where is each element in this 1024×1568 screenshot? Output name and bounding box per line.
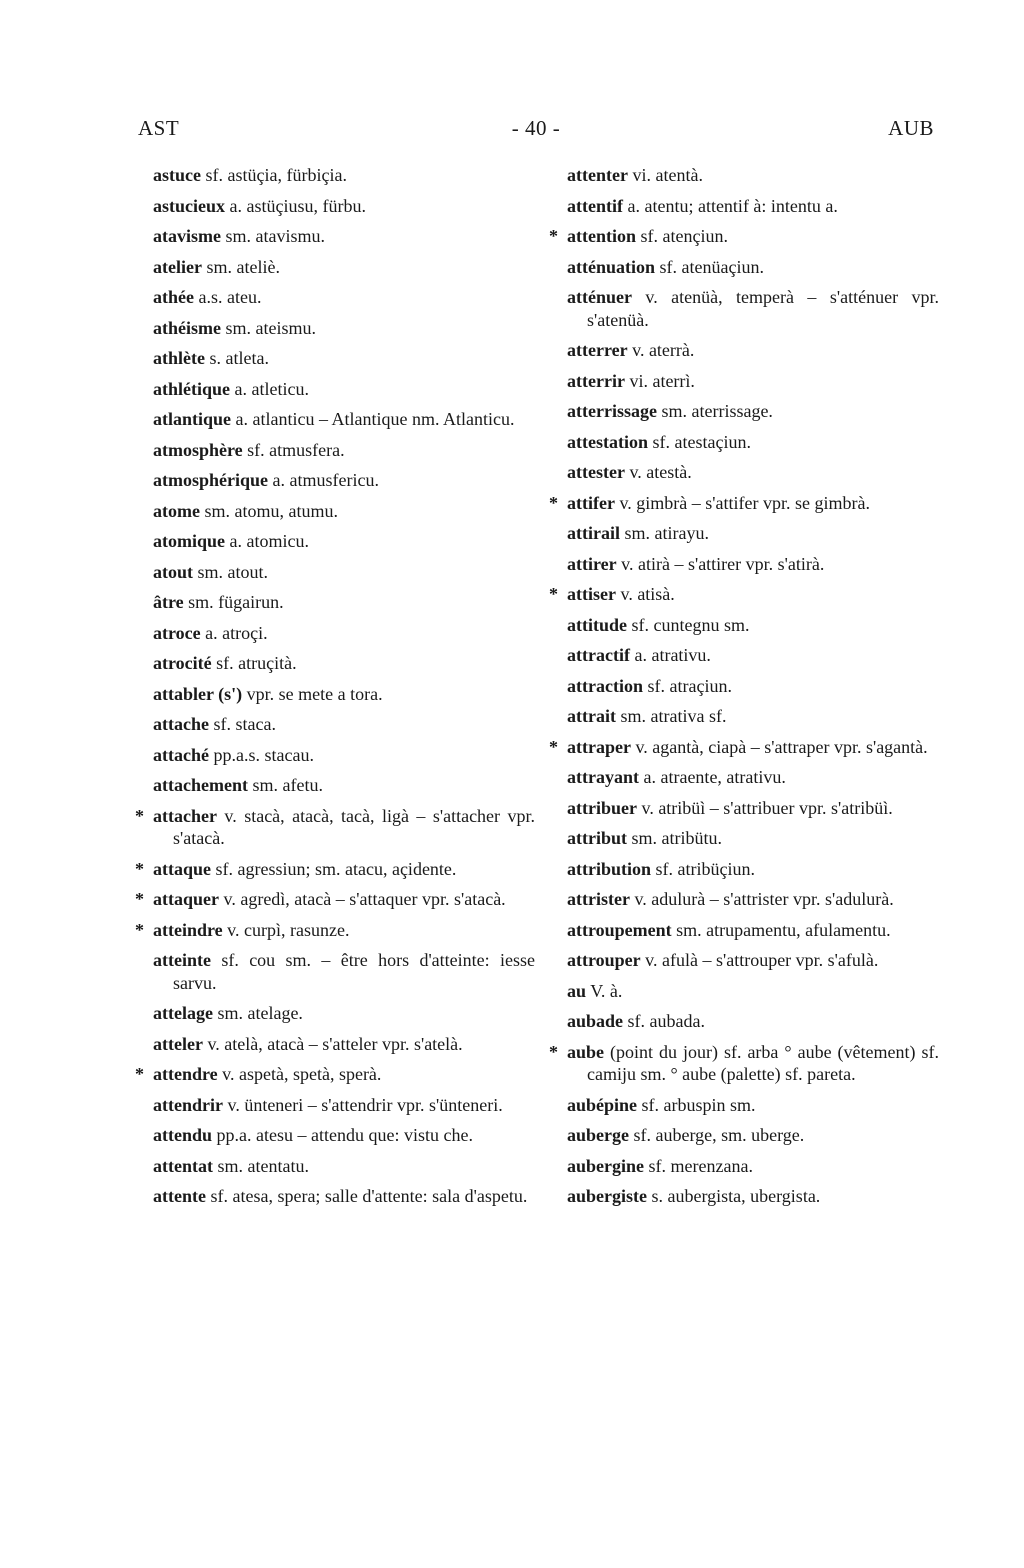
dictionary-entry — [153, 1155, 535, 1178]
dictionary-entry — [567, 370, 939, 393]
headword: attractif — [567, 645, 630, 665]
definition: sf. staca. — [208, 714, 276, 734]
asterisk-marker: * — [549, 492, 558, 513]
definition: sm. atrupamentu, afulamentu. — [671, 919, 891, 940]
headword: attachement — [153, 775, 248, 795]
dictionary-entry — [153, 591, 535, 614]
dictionary-entry — [567, 1010, 939, 1033]
dictionary-entry — [567, 827, 939, 850]
dictionary-entry — [567, 980, 939, 1003]
dictionary-entry — [567, 675, 939, 698]
definition: v. atribüì – s'attribuer vpr. s'atribüì. — [636, 797, 893, 818]
headword: atomique — [153, 531, 225, 551]
dictionary-entry — [153, 622, 535, 645]
definition: s. aubergista, ubergista. — [647, 1186, 821, 1206]
asterisk-marker: * — [549, 584, 558, 604]
headword: attrayant — [567, 767, 639, 787]
headword: atterrer — [567, 340, 628, 360]
dictionary-entry — [567, 400, 939, 423]
definition: v. atenüà, temperà – s'atténuer vpr. s'atenüà. — [587, 287, 939, 330]
headword: au — [567, 980, 587, 1001]
headword: aubade — [567, 1011, 624, 1031]
definition: sf. auberge, sm. uberge. — [629, 1125, 805, 1145]
dictionary-entry — [567, 1185, 939, 1208]
headword: atterrissage — [567, 401, 657, 421]
headword: atteler — [153, 1033, 203, 1054]
headword: attifer — [567, 492, 615, 513]
headword: atteindre — [153, 919, 223, 940]
headword: âtre — [153, 592, 184, 612]
definition: sm. atavismu. — [220, 226, 325, 246]
headword: attentif — [567, 195, 623, 216]
asterisk-marker: * — [135, 919, 144, 940]
headword: attention — [567, 226, 636, 246]
headword: atterrir — [567, 370, 625, 391]
headword: attrouper — [567, 950, 641, 970]
headword: athéisme — [153, 317, 221, 338]
definition: sm. ateismu. — [220, 317, 316, 338]
headword: attendre — [153, 1064, 218, 1084]
definition: v. adulurà – s'attrister vpr. s'adulurà. — [629, 889, 894, 909]
definition: v. atelà, atacà – s'atteler vpr. s'atelà. — [202, 1033, 463, 1054]
page-number: - 40 - — [511, 116, 561, 140]
headword: attenter — [567, 165, 628, 185]
headword: athée — [153, 287, 194, 307]
dictionary-entry — [153, 713, 535, 736]
dictionary-entry — [549, 1041, 939, 1086]
asterisk-marker: * — [549, 1041, 558, 1062]
headword: attache — [153, 714, 209, 734]
headword: atrocité — [153, 653, 212, 673]
dictionary-entry — [567, 888, 939, 911]
definition: sm. atomu, atumu. — [199, 500, 338, 521]
headword: attendrir — [153, 1094, 223, 1115]
dictionary-entry — [135, 1063, 535, 1086]
left-column — [135, 164, 535, 1216]
definition: v. aspetà, spetà, sperà. — [217, 1064, 382, 1084]
dictionary-entry — [567, 766, 939, 789]
headword: attester — [567, 462, 625, 482]
asterisk-marker: * — [135, 858, 144, 879]
definition: V. à. — [586, 980, 623, 1001]
dictionary-entry — [153, 378, 535, 401]
definition: sf. atenüaçiun. — [655, 256, 764, 277]
headword: atténuer — [567, 287, 632, 307]
headword: atout — [153, 561, 193, 582]
asterisk-marker: * — [135, 805, 144, 826]
dictionary-entry — [153, 1002, 535, 1025]
dictionary-entry — [567, 705, 939, 728]
definition: a. atleticu. — [230, 378, 309, 399]
definition: v. agantà, ciapà – s'attraper vpr. s'agantà. — [630, 736, 928, 757]
dictionary-entry — [567, 1124, 939, 1147]
headword: attrait — [567, 706, 616, 726]
dictionary-entry — [153, 683, 535, 706]
dictionary-entry — [567, 286, 939, 331]
dictionary-entry — [567, 1094, 939, 1117]
right-column — [549, 164, 939, 1216]
definition: sf. atruçità. — [211, 653, 297, 673]
dictionary-entry — [153, 164, 535, 187]
headword: attaquer — [153, 889, 219, 909]
headword: attribut — [567, 828, 627, 848]
definition: a. atroçi. — [200, 622, 268, 643]
dictionary-entry — [153, 500, 535, 523]
headword: atelier — [153, 256, 202, 277]
dictionary-entry — [567, 553, 939, 576]
dictionary-entry — [153, 286, 535, 309]
definition: sm. afetu. — [247, 775, 323, 795]
definition: sm. atelage. — [212, 1003, 303, 1023]
dictionary-entry — [153, 1033, 535, 1056]
headword: attribution — [567, 858, 652, 879]
definition: sm. fügairun. — [183, 592, 284, 612]
headword: atmosphérique — [153, 470, 269, 490]
definition: sm. atrativa sf. — [615, 706, 727, 726]
headword: aubépine — [567, 1094, 638, 1115]
dictionary-entry — [567, 614, 939, 637]
definition: sm. atout. — [193, 561, 268, 582]
definition: vi. aterrì. — [624, 370, 695, 391]
definition: s. atleta. — [204, 348, 269, 368]
headword: atlantique — [153, 409, 232, 429]
headword: attestation — [567, 431, 648, 452]
definition: vi. atentà. — [627, 165, 703, 185]
dictionary-entry — [153, 652, 535, 675]
definition: sf. atribüçiun. — [651, 858, 755, 879]
definition: sf. atraçiun. — [642, 675, 732, 696]
asterisk-marker: * — [549, 226, 558, 246]
headword: attirer — [567, 553, 617, 574]
definition: sm. atentatu. — [212, 1155, 309, 1176]
dictionary-entry — [135, 888, 535, 911]
dictionary-entry — [153, 744, 535, 767]
asterisk-marker: * — [135, 889, 144, 909]
dictionary-entry — [567, 431, 939, 454]
headword: atteinte — [153, 950, 211, 970]
headword: attribuer — [567, 797, 637, 818]
headword: attitude — [567, 614, 627, 635]
headword: athlète — [153, 348, 205, 368]
headword: atroce — [153, 622, 201, 643]
dictionary-entry — [153, 774, 535, 797]
headword: attabler (s') — [153, 683, 243, 704]
dictionary-entry — [549, 583, 939, 606]
dictionary-entry — [135, 919, 535, 942]
definition: a. atmusfericu. — [268, 470, 379, 490]
asterisk-marker: * — [135, 1064, 144, 1084]
dictionary-entry — [153, 469, 535, 492]
headword: attrister — [567, 889, 630, 909]
definition: pp.a.s. stacau. — [208, 744, 314, 765]
dictionary-entry — [135, 805, 535, 850]
headword: atmosphère — [153, 439, 243, 460]
definition: sf. aubada. — [623, 1011, 705, 1031]
dictionary-entry — [567, 461, 939, 484]
definition: a. astüçiusu, fürbu. — [225, 195, 366, 216]
dictionary-entry — [153, 530, 535, 553]
definition: sf. atesa, spera; salle d'attente: sala d'aspetu. — [205, 1186, 528, 1206]
definition: v. atisà. — [615, 584, 675, 604]
headword: attelage — [153, 1003, 213, 1023]
definition: sf. agressiun; sm. atacu, açidente. — [211, 858, 457, 879]
definition: sf. merenzana. — [644, 1155, 753, 1176]
definition: sf. cou sm. – être hors d'atteinte: iesse sarvu. — [173, 950, 535, 993]
definition: a.s. ateu. — [193, 287, 262, 307]
definition: a. atraente, atrativu. — [638, 767, 786, 787]
dictionary-entry — [567, 522, 939, 545]
headword: atténuation — [567, 256, 656, 277]
dictionary-entry — [549, 492, 939, 515]
headword: attraper — [567, 736, 631, 757]
definition: a. atlanticu – Atlantique nm. Atlanticu. — [231, 409, 515, 429]
definition: v. gimbrà – s'attifer vpr. se gimbrà. — [614, 492, 870, 513]
headword: aube — [567, 1041, 605, 1062]
dictionary-entry — [567, 256, 939, 279]
asterisk-marker: * — [549, 736, 558, 757]
definition: sf. atmusfera. — [242, 439, 345, 460]
definition: v. afulà – s'attrouper vpr. s'afulà. — [640, 950, 879, 970]
definition: a. atentu; attentif à: intentu a. — [622, 195, 838, 216]
dictionary-entry — [567, 858, 939, 881]
dictionary-entry — [153, 225, 535, 248]
definition: a. atomicu. — [225, 531, 309, 551]
dictionary-entry — [153, 1094, 535, 1117]
dictionary-entry — [567, 644, 939, 667]
definition: v. curpì, rasunze. — [222, 919, 350, 940]
headword: attacher — [153, 805, 217, 826]
headword: atome — [153, 500, 200, 521]
dictionary-entry — [153, 439, 535, 462]
dictionary-entry — [567, 797, 939, 820]
headword: astuce — [153, 165, 201, 185]
headword: astucieux — [153, 195, 225, 216]
definition: vpr. se mete a tora. — [242, 683, 383, 704]
definition: v. atirà – s'attirer vpr. s'atirà. — [616, 553, 825, 574]
definition: v. agredì, atacà – s'attaquer vpr. s'atacà. — [219, 889, 506, 909]
headword: attentat — [153, 1155, 213, 1176]
headword: attente — [153, 1186, 206, 1206]
headword: attiser — [567, 584, 616, 604]
dictionary-entry — [153, 256, 535, 279]
dictionary-entry — [567, 164, 939, 187]
headword: attroupement — [567, 919, 672, 940]
headword: athlétique — [153, 378, 231, 399]
dictionary-entry — [549, 736, 939, 759]
dictionary-entry — [567, 949, 939, 972]
headword: attendu — [153, 1125, 213, 1145]
dictionary-entry — [135, 858, 535, 881]
definition: sf. arbuspin sm. — [637, 1094, 756, 1115]
dictionary-entry — [567, 195, 939, 218]
dictionary-entry — [153, 949, 535, 994]
headword: attirail — [567, 523, 620, 543]
header-left-guideword: AST — [138, 116, 180, 140]
dictionary-entry — [153, 561, 535, 584]
headword: aubergiste — [567, 1186, 647, 1206]
definition: sf. astüçia, fürbiçia. — [201, 165, 347, 185]
header-right-guideword: AUB — [888, 116, 934, 140]
headword: attraction — [567, 675, 643, 696]
definition: sf. atestaçiun. — [647, 431, 751, 452]
definition: sf. atençiun. — [636, 226, 728, 246]
definition: sm. aterrissage. — [656, 401, 773, 421]
headword: auberge — [567, 1125, 629, 1145]
definition: sf. cuntegnu sm. — [627, 614, 750, 635]
headword: attaque — [153, 858, 211, 879]
dictionary-entry — [153, 408, 535, 431]
headword: aubergine — [567, 1155, 645, 1176]
definition: a. atrativu. — [629, 645, 711, 665]
definition: sm. atribütu. — [627, 828, 722, 848]
definition: v. aterrà. — [627, 340, 695, 360]
definition: (point du jour) sf. arba ° aube (vêtement) sf. camiju sm. ° aube (palette) sf. pareta. — [587, 1041, 939, 1084]
definition: v. ünteneri – s'attendrir vpr. s'ünteneri. — [222, 1094, 503, 1115]
dictionary-entry — [153, 1124, 535, 1147]
definition: v. atestà. — [624, 462, 692, 482]
headword: attaché — [153, 744, 209, 765]
definition: v. stacà, atacà, tacà, ligà – s'attacher vpr. s'atacà. — [173, 805, 535, 848]
dictionary-entry — [153, 195, 535, 218]
dictionary-entry — [567, 919, 939, 942]
dictionary-entry — [153, 347, 535, 370]
dictionary-entry — [153, 1185, 535, 1208]
headword: atavisme — [153, 226, 221, 246]
dictionary-entry — [153, 317, 535, 340]
definition: sm. ateliè. — [201, 256, 280, 277]
page-header — [138, 116, 934, 144]
dictionary-entry — [549, 225, 939, 248]
dictionary-entry — [567, 339, 939, 362]
definition: sm. atirayu. — [619, 523, 709, 543]
dictionary-entry — [567, 1155, 939, 1178]
definition: pp.a. atesu – attendu que: vistu che. — [212, 1125, 473, 1145]
